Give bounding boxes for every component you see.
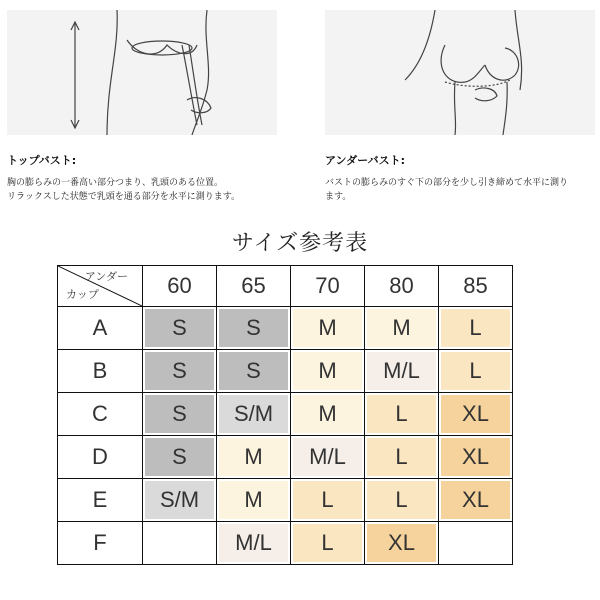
size-cell [217, 350, 291, 393]
size-value: M [219, 438, 288, 476]
size-cell [439, 479, 513, 522]
size-chart-title: サイズ参考表 [231, 231, 369, 256]
size-value: M [293, 395, 362, 433]
under-bust-desc-line1: バストの膨らみのすぐ下の部分を少し引き締めて水平に測り [325, 178, 569, 188]
size-value: L [367, 481, 436, 519]
top-bust-title: トップバスト: [7, 154, 77, 167]
top-bust-description [7, 176, 240, 204]
under-bust-illustration [325, 10, 595, 135]
table-row [58, 350, 513, 393]
size-value: XL [367, 524, 436, 562]
cup-label: D [58, 436, 143, 479]
size-cell [365, 479, 439, 522]
column-header: 65 [217, 266, 291, 307]
size-cell [365, 393, 439, 436]
size-cell [143, 522, 217, 565]
top-bust-figure [7, 10, 277, 135]
cup-label: B [58, 350, 143, 393]
size-cell [291, 479, 365, 522]
corner-cell [58, 266, 143, 307]
size-cell [365, 436, 439, 479]
size-value: XL [441, 438, 510, 476]
size-value: M/L [367, 352, 436, 390]
column-header: 60 [143, 266, 217, 307]
cup-label: E [58, 479, 143, 522]
size-value: M [219, 481, 288, 519]
size-value: M [293, 352, 362, 390]
size-value: L [367, 395, 436, 433]
size-value: XL [441, 481, 510, 519]
table-row [58, 393, 513, 436]
size-value: XL [441, 395, 510, 433]
size-cell [291, 522, 365, 565]
table-row [58, 479, 513, 522]
top-bust-desc-line1: 胸の膨らみの一番高い部分つまり、乳頭のある位置。 [7, 178, 224, 188]
top-bust-desc-line2: リラックスした状態で乳頭を通る部分を水平に測ります。 [7, 192, 241, 202]
size-cell [217, 522, 291, 565]
column-header: 80 [365, 266, 439, 307]
size-value [145, 524, 214, 562]
size-value: M/L [293, 438, 362, 476]
size-value: M [293, 309, 362, 347]
size-cell [291, 307, 365, 350]
cup-label: C [58, 393, 143, 436]
under-bust-description [325, 176, 568, 204]
size-cell [439, 522, 513, 565]
size-cell [143, 307, 217, 350]
table-row [58, 522, 513, 565]
corner-label-under: アンダー [84, 270, 128, 283]
under-bust-figure [325, 10, 595, 135]
size-cell [217, 436, 291, 479]
size-value: M [367, 309, 436, 347]
cup-label: A [58, 307, 143, 350]
column-header: 70 [291, 266, 365, 307]
top-bust-illustration [7, 10, 277, 135]
size-value: S [145, 438, 214, 476]
size-table [57, 265, 513, 565]
size-cell [365, 307, 439, 350]
size-cell [439, 307, 513, 350]
size-cell [217, 393, 291, 436]
size-cell [291, 393, 365, 436]
table-row [58, 436, 513, 479]
size-cell [217, 479, 291, 522]
size-cell [143, 436, 217, 479]
size-value: S [145, 309, 214, 347]
under-bust-desc-line2: ます。 [325, 192, 352, 202]
corner-label-cup: カップ [66, 288, 99, 301]
size-value: S [145, 352, 214, 390]
size-cell [217, 307, 291, 350]
cup-label: F [58, 522, 143, 565]
size-value: S [219, 352, 288, 390]
size-cell [439, 436, 513, 479]
size-cell [291, 350, 365, 393]
size-cell [365, 350, 439, 393]
size-value: S [219, 309, 288, 347]
header-row [58, 266, 513, 307]
size-cell [143, 479, 217, 522]
size-cell [143, 393, 217, 436]
size-value: L [441, 352, 510, 390]
size-value: M/L [219, 524, 288, 562]
size-value: S/M [219, 395, 288, 433]
size-cell [143, 350, 217, 393]
size-value: L [293, 524, 362, 562]
size-value: L [367, 438, 436, 476]
table-row [58, 307, 513, 350]
size-value: L [441, 309, 510, 347]
under-bust-title: アンダーバスト: [325, 154, 405, 167]
size-cell [365, 522, 439, 565]
size-value [441, 524, 510, 562]
size-value: L [293, 481, 362, 519]
size-value: S/M [145, 481, 214, 519]
size-cell [439, 350, 513, 393]
column-header: 85 [439, 266, 513, 307]
size-cell [439, 393, 513, 436]
size-cell [291, 436, 365, 479]
size-value: S [145, 395, 214, 433]
